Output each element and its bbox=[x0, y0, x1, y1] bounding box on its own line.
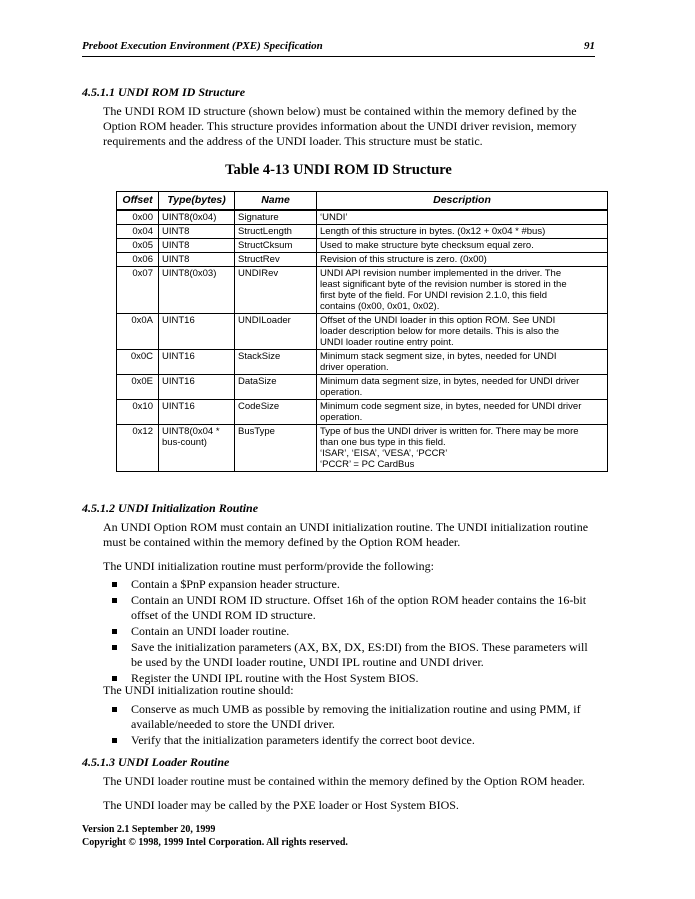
square-bullet-icon bbox=[112, 738, 117, 743]
table-row bbox=[117, 239, 608, 253]
type-cell bbox=[159, 350, 235, 375]
type-cell-line: UINT16 bbox=[162, 401, 195, 412]
type-cell-line: bus-count) bbox=[162, 437, 207, 448]
column-header-description: Description bbox=[317, 192, 608, 211]
description-cell-line: Used to make structure byte checksum equal zero. bbox=[320, 240, 534, 251]
description-cell-line: Revision of this structure is zero. (0x00) bbox=[320, 254, 487, 265]
footer-version: Version 2.1 September 20, 1999 bbox=[82, 824, 216, 835]
type-cell-line: UINT8 bbox=[162, 226, 190, 237]
section-heading-4-5-1-2: 4.5.1.2 UNDI Initialization Routine bbox=[82, 501, 259, 515]
table-caption: Table 4-13 UNDI ROM ID Structure bbox=[225, 162, 452, 178]
type-cell bbox=[159, 210, 235, 225]
description-cell-line: operation. bbox=[320, 387, 363, 398]
type-cell-line: UINT16 bbox=[162, 315, 195, 326]
description-cell-line: Length of this structure in bytes. (0x12 + 0x04 * #bus) bbox=[320, 226, 546, 237]
type-cell-line: UINT8(0x03) bbox=[162, 268, 217, 279]
type-cell bbox=[159, 314, 235, 350]
description-cell bbox=[317, 314, 608, 350]
table-row bbox=[117, 225, 608, 239]
name-cell: UNDIRev bbox=[235, 267, 317, 314]
offset-cell: 0x0E bbox=[117, 375, 159, 400]
table-row bbox=[117, 267, 608, 314]
loader-routine-paragraph-2: The UNDI loader may be called by the PXE loader or Host System BIOS. bbox=[103, 798, 459, 812]
description-cell bbox=[317, 253, 608, 267]
table-row bbox=[117, 253, 608, 267]
list-item-line: available/needed to store the UNDI driver. bbox=[131, 717, 335, 731]
name-cell: StructRev bbox=[235, 253, 317, 267]
description-cell-line: Minimum code segment size, in bytes, needed for UNDI driver bbox=[320, 401, 582, 412]
type-cell bbox=[159, 425, 235, 472]
list-item bbox=[103, 593, 613, 623]
list-item-line: Contain an UNDI loader routine. bbox=[131, 624, 290, 638]
table-body bbox=[117, 210, 608, 472]
type-cell bbox=[159, 267, 235, 314]
list-item-line: Save the initialization parameters (AX, BX, DX, ES:DI) from the BIOS. These parameters will bbox=[131, 640, 588, 654]
section-heading-4-5-1-3: 4.5.1.3 UNDI Loader Routine bbox=[82, 755, 230, 769]
list-item-line: Contain a $PnP expansion header structure. bbox=[131, 577, 340, 591]
offset-cell: 0x05 bbox=[117, 239, 159, 253]
list-item-line: Register the UNDI IPL routine with the Host System BIOS. bbox=[131, 671, 419, 685]
type-cell-line: UINT8(0x04) bbox=[162, 212, 217, 223]
square-bullet-icon bbox=[112, 676, 117, 681]
name-cell: UNDILoader bbox=[235, 314, 317, 350]
table-row bbox=[117, 350, 608, 375]
paragraph-line: The UNDI ROM ID structure (shown below) must be contained within the memory defined by the bbox=[103, 104, 577, 118]
column-header-name: Name bbox=[235, 192, 317, 211]
type-cell bbox=[159, 225, 235, 239]
description-cell bbox=[317, 425, 608, 472]
description-cell-line: ‘UNDI’ bbox=[320, 212, 348, 223]
table-row bbox=[117, 314, 608, 350]
init-routine-must-paragraph: The UNDI initialization routine must perform/provide the following: bbox=[103, 559, 434, 573]
description-cell bbox=[317, 375, 608, 400]
square-bullet-icon bbox=[112, 707, 117, 712]
name-cell: Signature bbox=[235, 210, 317, 225]
section-heading-4-5-1-1: 4.5.1.1 UNDI ROM ID Structure bbox=[82, 85, 246, 99]
paragraph-line: must be contained within the memory defined by the Option ROM header. bbox=[103, 535, 461, 549]
list-item-line: offset of the UNDI ROM ID structure. bbox=[131, 608, 316, 622]
must-provide-list bbox=[103, 577, 613, 687]
description-cell-line: Minimum data segment size, in bytes, needed for UNDI driver bbox=[320, 376, 580, 387]
description-cell-line: Type of bus the UNDI driver is written for. There may be more bbox=[320, 426, 579, 437]
list-item bbox=[103, 577, 613, 592]
list-item bbox=[103, 640, 613, 670]
offset-cell: 0x0A bbox=[117, 314, 159, 350]
description-cell bbox=[317, 267, 608, 314]
rom-id-intro-paragraph bbox=[103, 104, 600, 149]
type-cell bbox=[159, 375, 235, 400]
column-header-offset: Offset bbox=[117, 192, 159, 211]
loader-routine-paragraph-1: The UNDI loader routine must be contained within the memory defined by the Option ROM header. bbox=[103, 774, 585, 788]
column-header-type: Type(bytes) bbox=[159, 192, 235, 211]
description-cell-line: than one bus type in this field. bbox=[320, 437, 446, 448]
table-row bbox=[117, 400, 608, 425]
name-cell: BusType bbox=[235, 425, 317, 472]
square-bullet-icon bbox=[112, 582, 117, 587]
list-item bbox=[103, 702, 613, 732]
description-cell bbox=[317, 225, 608, 239]
description-cell-line: loader description below for more details. This is also the bbox=[320, 326, 560, 337]
table-row bbox=[117, 375, 608, 400]
description-cell-line: UNDI API revision number implemented in the driver. The bbox=[320, 268, 562, 279]
name-cell: StructLength bbox=[235, 225, 317, 239]
name-cell: DataSize bbox=[235, 375, 317, 400]
offset-cell: 0x07 bbox=[117, 267, 159, 314]
offset-cell: 0x0C bbox=[117, 350, 159, 375]
init-routine-should-paragraph: The UNDI initialization routine should: bbox=[103, 683, 294, 697]
type-cell bbox=[159, 400, 235, 425]
table-row bbox=[117, 210, 608, 225]
description-cell-line: driver operation. bbox=[320, 362, 389, 373]
name-cell: StructCksum bbox=[235, 239, 317, 253]
square-bullet-icon bbox=[112, 598, 117, 603]
table-row bbox=[117, 425, 608, 472]
running-header bbox=[82, 40, 595, 57]
name-cell: StackSize bbox=[235, 350, 317, 375]
offset-cell: 0x10 bbox=[117, 400, 159, 425]
type-cell bbox=[159, 239, 235, 253]
list-item-line: Verify that the initialization parameters identify the correct boot device. bbox=[131, 733, 475, 747]
list-item-line: be used by the UNDI loader routine, UNDI IPL routine and UNDI driver. bbox=[131, 655, 484, 669]
description-cell bbox=[317, 239, 608, 253]
should-list bbox=[103, 702, 613, 749]
paragraph-line: Option ROM header. This structure provides information about the UNDI driver revision, memory bbox=[103, 119, 577, 133]
description-cell bbox=[317, 210, 608, 225]
offset-cell: 0x12 bbox=[117, 425, 159, 472]
list-item-line: Contain an UNDI ROM ID structure. Offset 16h of the option ROM header contains the 16-bit bbox=[131, 593, 587, 607]
offset-cell: 0x00 bbox=[117, 210, 159, 225]
square-bullet-icon bbox=[112, 629, 117, 634]
paragraph-line: requirements and the address of the UNDI loader. This structure must be static. bbox=[103, 134, 483, 148]
description-cell-line: contains (0x00, 0x01, 0x02). bbox=[320, 301, 440, 312]
offset-cell: 0x06 bbox=[117, 253, 159, 267]
init-routine-paragraph bbox=[103, 520, 600, 550]
paragraph-line: An UNDI Option ROM must contain an UNDI initialization routine. The UNDI initialization routine bbox=[103, 520, 589, 534]
type-cell-line: UINT8 bbox=[162, 240, 190, 251]
description-cell-line: Offset of the UNDI loader in this option ROM. See UNDI bbox=[320, 315, 556, 326]
description-cell-line: operation. bbox=[320, 412, 363, 423]
description-cell bbox=[317, 350, 608, 375]
undi-rom-id-table bbox=[116, 191, 608, 472]
description-cell-line: first byte of the field. For UNDI revision 2.1.0, this field bbox=[320, 290, 548, 301]
description-cell-line: ‘PCCR’ = PC CardBus bbox=[320, 459, 415, 470]
description-cell-line: UNDI loader routine entry point. bbox=[320, 337, 454, 348]
page-number: 91 bbox=[584, 40, 595, 52]
description-cell bbox=[317, 400, 608, 425]
list-item-line: Conserve as much UMB as possible by removing the initialization routine and using PMM, if bbox=[131, 702, 581, 716]
table-header-row bbox=[117, 192, 608, 211]
header-title: Preboot Execution Environment (PXE) Specification bbox=[82, 40, 323, 52]
description-cell-line: least significant byte of the revision number is stored in the bbox=[320, 279, 567, 290]
type-cell-line: UINT8 bbox=[162, 254, 190, 265]
type-cell-line: UINT16 bbox=[162, 376, 195, 387]
type-cell-line: UINT16 bbox=[162, 351, 195, 362]
type-cell-line: UINT8(0x04 * bbox=[162, 426, 220, 437]
offset-cell: 0x04 bbox=[117, 225, 159, 239]
type-cell bbox=[159, 253, 235, 267]
list-item bbox=[103, 624, 613, 639]
square-bullet-icon bbox=[112, 645, 117, 650]
description-cell-line: ‘ISAR’, ‘EISA’, ‘VESA’, ‘PCCR’ bbox=[320, 448, 448, 459]
footer-copyright: Copyright © 1998, 1999 Intel Corporation. All rights reserved. bbox=[82, 837, 348, 848]
name-cell: CodeSize bbox=[235, 400, 317, 425]
description-cell-line: Minimum stack segment size, in bytes, needed for UNDI bbox=[320, 351, 557, 362]
list-item bbox=[103, 733, 613, 748]
